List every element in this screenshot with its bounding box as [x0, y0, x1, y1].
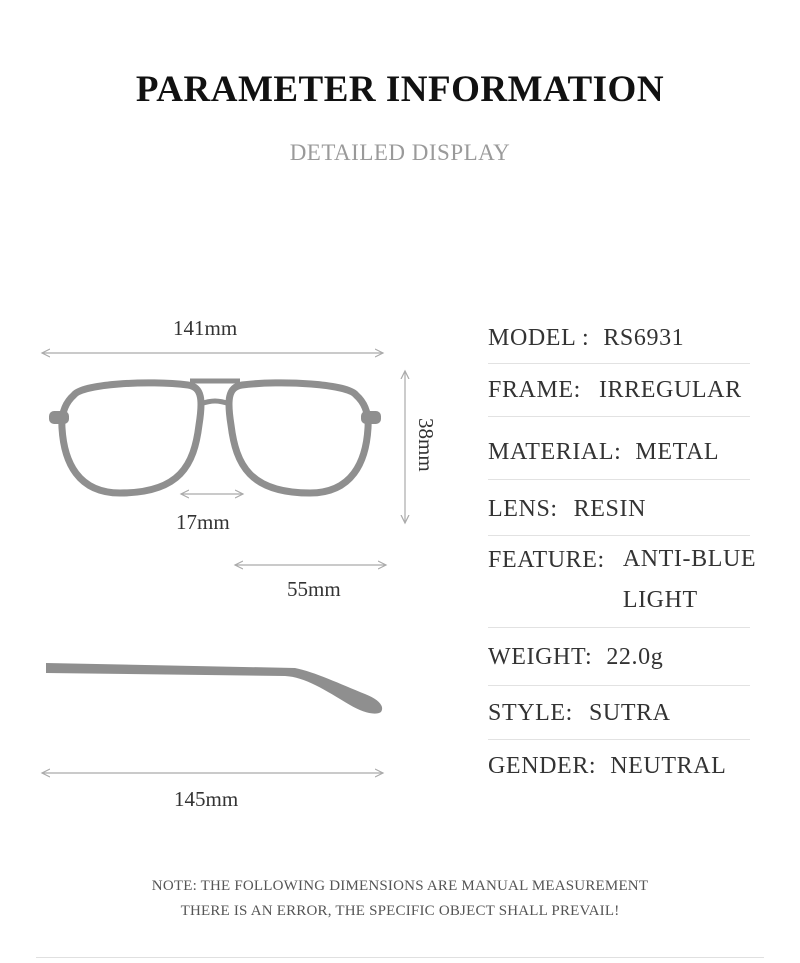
spec-value: RS6931	[603, 325, 685, 351]
spec-value: ANTI-BLUE	[622, 546, 757, 572]
spec-gender	[488, 740, 750, 792]
spec-key: WEIGHT:	[488, 644, 593, 670]
spec-key: STYLE:	[488, 700, 573, 726]
spec-key: MATERIAL:	[488, 439, 622, 465]
spec-frame	[488, 364, 750, 417]
right-lens	[229, 383, 368, 493]
spec-key: FRAME:	[488, 377, 581, 403]
spec-style	[488, 686, 750, 740]
spec-key: FEATURE:	[488, 547, 605, 573]
temple-length-label: 145mm	[174, 787, 239, 811]
spec-list	[488, 318, 757, 792]
spec-value: NEUTRAL	[610, 753, 727, 779]
page-subtitle: DETAILED DISPLAY	[289, 140, 511, 165]
left-lens	[62, 383, 201, 493]
spec-value: 22.0g	[606, 644, 664, 670]
spec-lens	[488, 480, 750, 536]
temple-side-view	[46, 663, 382, 714]
spec-key: LENS:	[488, 496, 558, 522]
lens-width-label: 55mm	[287, 577, 341, 601]
spec-key: MODEL :	[488, 325, 590, 351]
spec-value: METAL	[635, 439, 720, 465]
note-line-2: THERE IS AN ERROR, THE SPECIFIC OBJECT SHALL PREVAIL!	[180, 903, 620, 919]
lens-height-label: 38mm	[414, 418, 438, 472]
glasses-front-view	[49, 381, 381, 493]
total-width-label: 141mm	[173, 316, 238, 340]
note-line-1: NOTE: THE FOLLOWING DIMENSIONS ARE MANUAL MEASUREMENT	[151, 878, 649, 894]
spec-feature	[488, 536, 757, 628]
bridge-label: 17mm	[176, 510, 230, 534]
spec-material	[488, 417, 750, 480]
spec-weight	[488, 628, 750, 686]
spec-value-line2: LIGHT	[622, 587, 698, 613]
spec-value: RESIN	[573, 496, 647, 522]
bottom-divider	[36, 957, 764, 958]
spec-value: IRREGULAR	[598, 377, 742, 403]
spec-key: GENDER:	[488, 753, 597, 779]
page-title: PARAMETER INFORMATION	[135, 69, 665, 110]
spec-value: SUTRA	[588, 700, 671, 726]
lower-bridge	[200, 401, 230, 404]
spec-feature-value	[623, 539, 756, 621]
spec-model	[488, 318, 750, 364]
